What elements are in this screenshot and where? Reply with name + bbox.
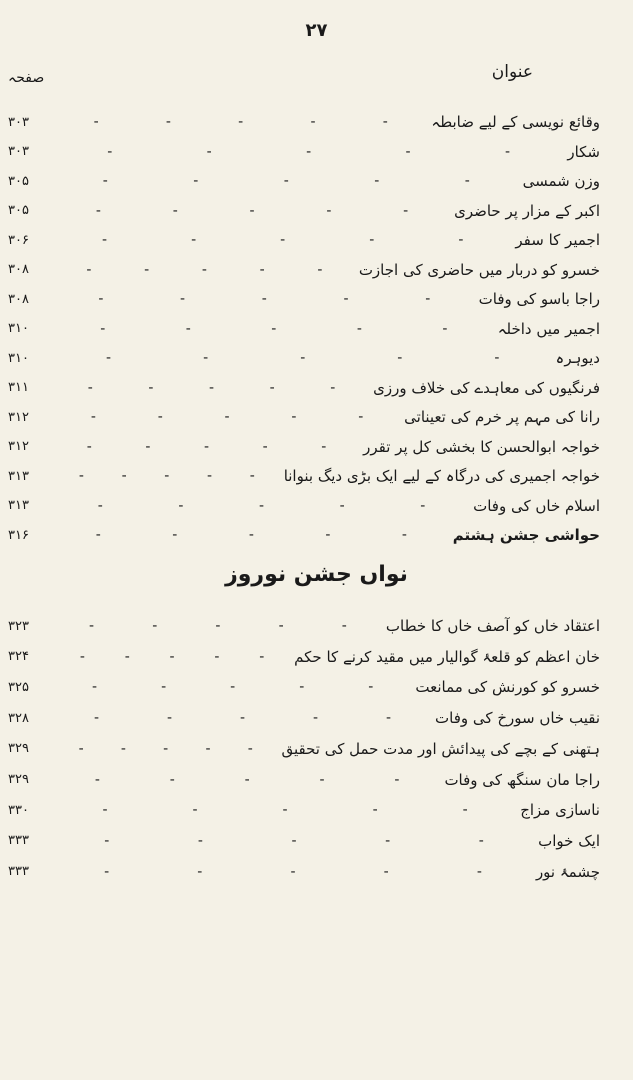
toc-entry [8,108,608,136]
toc-entry [8,197,608,225]
toc-entry-title: وزن شمسی [522,172,600,190]
toc-entry-title: اجمیر کا سفر [515,231,600,249]
toc-entry [8,735,608,763]
toc-entry-page: ۳۲۴ [8,649,29,665]
toc-entry-page: ۳۱۶ [8,527,29,543]
toc-entry [8,167,608,195]
leader-dashes: - - - - - [95,202,409,219]
toc-entry-page: ۳۱۲ [8,409,29,425]
toc-entry-page: ۳۲۹ [8,741,29,757]
section-heading: نواں جشن نوروز [225,562,408,587]
toc-entry-page: ۳۰۳ [8,114,29,130]
toc-entry-title: خواجہ ابوالحسن کا بخشی کل پر تقرر [363,437,600,456]
toc-entry-page: ۳۲۵ [8,679,29,695]
toc-entry-title: اسلام خاں کی وفات [473,496,600,515]
leader-dashes: - - - - - [94,771,400,788]
toc-entry-page: ۳۳۳ [8,864,29,880]
toc-entry-title: اکبر کے مزار پر حاضری [454,201,600,220]
toc-entry-title: فرنگیوں کی معاہدے کی خلاف ورزی [373,378,600,397]
toc-entry-page: ۳۱۰ [8,321,29,336]
toc-entry-page: ۳۲۳ [8,618,29,634]
toc-entry [8,138,608,166]
leader-dashes: - - - - - [92,679,374,696]
toc-entry-title: راجا مان سنگھ کی وفات [444,770,600,789]
leader-dashes: - - - - - [104,863,482,880]
leader-dashes: - - - - - [86,261,323,278]
leader-dashes: - - - - - [79,648,265,665]
leader-dashes: - - - - - [106,350,500,366]
leader-dashes: - - - - - [102,802,468,819]
toc-entry-title: خواجہ اجمیری کی درگاہ کے لیے ایک بڑی دیگ بنوانا [283,467,600,485]
leader-dashes: - - - - - [78,740,253,757]
toc-entry [8,643,608,671]
toc-entry [8,403,608,431]
toc-entry [8,433,608,461]
toc-entry-page: ۳۱۳ [8,498,29,513]
toc-entry-title: دیوہرہ [555,349,600,367]
leader-dashes: - - - - - [104,832,484,849]
toc-entry [8,612,608,640]
page-number: ۲۷ [305,20,328,41]
toc-entry [8,766,608,794]
toc-entry [8,492,608,520]
leader-dashes: - - - - - [100,320,448,337]
toc-entry-title: وقائع نویسی کے لیے ضابطہ [431,113,600,131]
toc-entry [8,704,608,732]
leader-dashes: - - - - - [78,468,255,484]
toc-entry-page: ۳۱۰ [8,350,29,366]
toc-entry-title: حواشی جشن ہشتم [452,526,600,544]
toc-entry-title: نقیب خاں سورخ کی وفات [435,709,600,728]
toc-entry-title: ہتھنی کے بچے کی پیدائش اور مدت حمل کی تحقیق [281,739,600,758]
leader-dashes: - - - - - [89,618,347,634]
toc-entry-page: ۳۰۸ [8,291,29,307]
toc-entry [8,344,608,372]
toc-entry-title: اعتقاد خاں کو آصف خاں کا خطاب [385,617,600,635]
toc-entry-page: ۳۰۵ [8,173,29,189]
toc-entry [8,315,608,343]
toc-entry-page: ۳۲۸ [8,710,29,726]
leader-dashes: - - - - - [98,291,431,307]
toc-entry [8,374,608,402]
column-heading-page: صفحہ [8,70,45,86]
leader-dashes: - - - - - [90,409,364,425]
toc-entry-page: ۳۰۶ [8,232,29,248]
toc-entry-title: شکار [567,142,600,161]
toc-entry-page: ۳۰۳ [8,144,29,159]
toc-entry [8,256,608,284]
toc-entry [8,858,608,886]
toc-entry [8,827,608,855]
toc-entry-title: رانا کی مہم پر خرم کی تعیناتی [404,408,600,426]
leader-dashes: - - - - - [97,497,426,514]
toc-entry-page: ۳۱۱ [8,380,29,395]
toc-entry-title: خسرو کو کورنش کی ممانعت [415,678,600,697]
leader-dashes: - - - - - [93,114,388,130]
toc-entry-page: ۳۲۹ [8,772,29,787]
toc-entry-page: ۳۱۳ [8,468,29,484]
toc-entry-title: راجا باسو کی وفات [478,290,600,308]
leader-dashes: - - - - - [102,232,464,248]
toc-entry [8,285,608,313]
toc-entry-title: ایک خواب [538,831,600,850]
leader-dashes: - - - - - [107,143,511,160]
toc-entry-title: چشمۂ نور [535,862,600,881]
toc-entry [8,673,608,701]
toc-entry-title: اجمیر میں داخلہ [497,319,600,338]
toc-entry-page: ۳۰۵ [8,203,29,218]
leader-dashes: - - - - - [87,379,336,396]
toc-entry-title: ناسازی مزاج [520,801,600,820]
toc-entry-page: ۳۳۰ [8,802,29,818]
toc-entry [8,462,608,490]
leader-dashes: - - - - - [102,173,470,189]
leader-dashes: - - - - - [86,438,327,455]
column-heading-title: عنوان [491,62,533,82]
toc-entry-title: خان اعظم کو قلعۂ گوالیار میں مقید کرنے کا حکم [294,647,600,666]
leader-dashes: - - - - - [93,710,392,727]
toc-entry-title: خسرو کو دربار میں حاضری کی اجازت [358,260,600,279]
toc-entry-page: ۳۰۸ [8,262,29,277]
toc-entry [8,226,608,254]
toc-entry-page: ۳۳۳ [8,833,29,849]
toc-entry [8,796,608,824]
toc-entry [8,521,608,549]
leader-dashes: - - - - - [95,527,407,543]
toc-entry-page: ۳۱۲ [8,439,29,454]
